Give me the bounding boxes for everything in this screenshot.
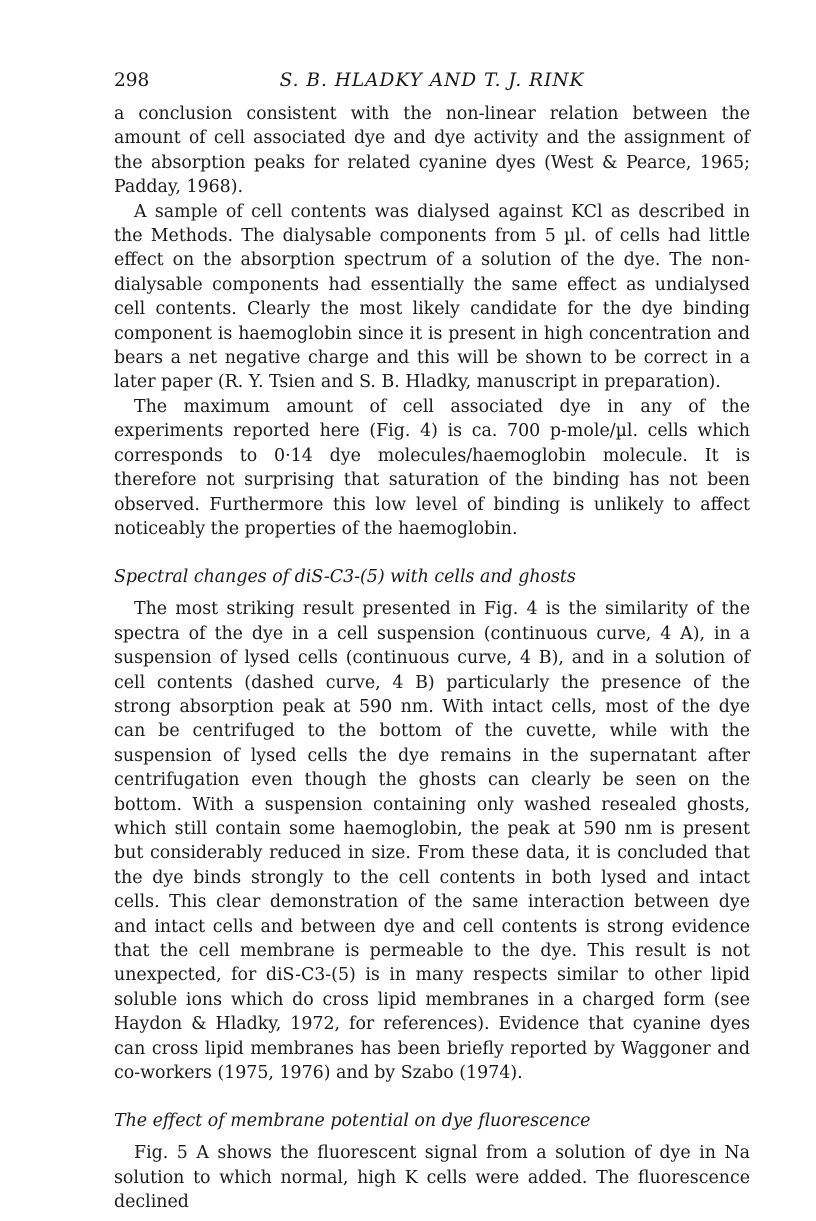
section-heading-spectral-changes: Spectral changes of diS-C3-(5) with cells and ghosts <box>114 567 576 588</box>
section-heading-membrane-potential: The effect of membrane potential on dye fluorescence <box>114 1111 591 1132</box>
paragraph-spectral-changes: The most striking result presented in Fig. 4 is the similarity of the spectra of the dye in a cell suspension (continuous curve, 4 A), in a suspension of lysed cells (continuous curve, 4 B), and in a solution of cell contents (dashed curve, 4 B) particularly the presence of the strong absorption peak at 590 nm. With intact cells, most of the dye can be centrifuged to the bottom of the cuvette, while with the suspension of lysed cells the dye remains in the supernatant after centrifugation even though the ghosts can clearly be seen on the bottom. With a suspension containing only washed resealed ghosts, which still contain some haemoglobin, the peak at 590 nm is present but considerably reduced in size. From these data, it is concluded that the dye binds strongly to the cell contents in both lysed and intact cells. This clear demonstration of the same interaction between dye and intact cells and between dye and cell contents is strong evidence that the cell membrane is permeable to the dye. This result is not unexpected, for diS-C3-(5) is in many respects similar to other lipid soluble ions which do cross lipid membranes in a charged form (see Haydon & Hladky, 1972, for references). Evidence that cyanine dyes can cross lipid membranes has been briefly reported by Waggoner and co-workers (1975, 1976) and by Szabo (1974). <box>114 599 750 1084</box>
paragraph-dialysis: A sample of cell contents was dialysed against KCl as described in the Methods. The dialysable components from 5 µl. of cells had little effect on the absorption spectrum of a solution of the dye. The non-dialysable components had essentially the same effect as undialysed cell contents. Clearly the most likely candidate for the dye binding component is haemoglobin since it is present in high concentration and bears a net negative charge and this will be shown to be correct in a later paper (R. Y. Tsien and S. B. Hladky, manuscript in preparation). <box>114 201 750 393</box>
page <box>114 70 750 1215</box>
paragraph-max-dye: The maximum amount of cell associated dye in any of the experiments reported here (Fig. 4) is ca. 700 p-mole/µl. cells which corresponds to 0·14 dye molecules/haemoglobin molecule. It is therefore not surprising that saturation of the binding has not been observed. Furthermore this low level of binding is unlikely to affect noticeably the properties of the haemoglobin. <box>114 396 750 539</box>
page-number: 298 <box>114 70 150 91</box>
paragraph-continuation: a conclusion consistent with the non-linear relation between the amount of cell associated dye and dye activity and the assignment of the absorption peaks for related cyanine dyes (West & Pearce, 1965; Padday, 1968). <box>114 104 750 198</box>
page-header <box>114 70 750 98</box>
paragraph-membrane-potential: Fig. 5 A shows the fluorescent signal from a solution of dye in Na solution to which normal, high K cells were added. The fluorescence declined <box>114 1143 750 1213</box>
running-head: S. B. HLADKY AND T. J. RINK <box>279 70 585 91</box>
